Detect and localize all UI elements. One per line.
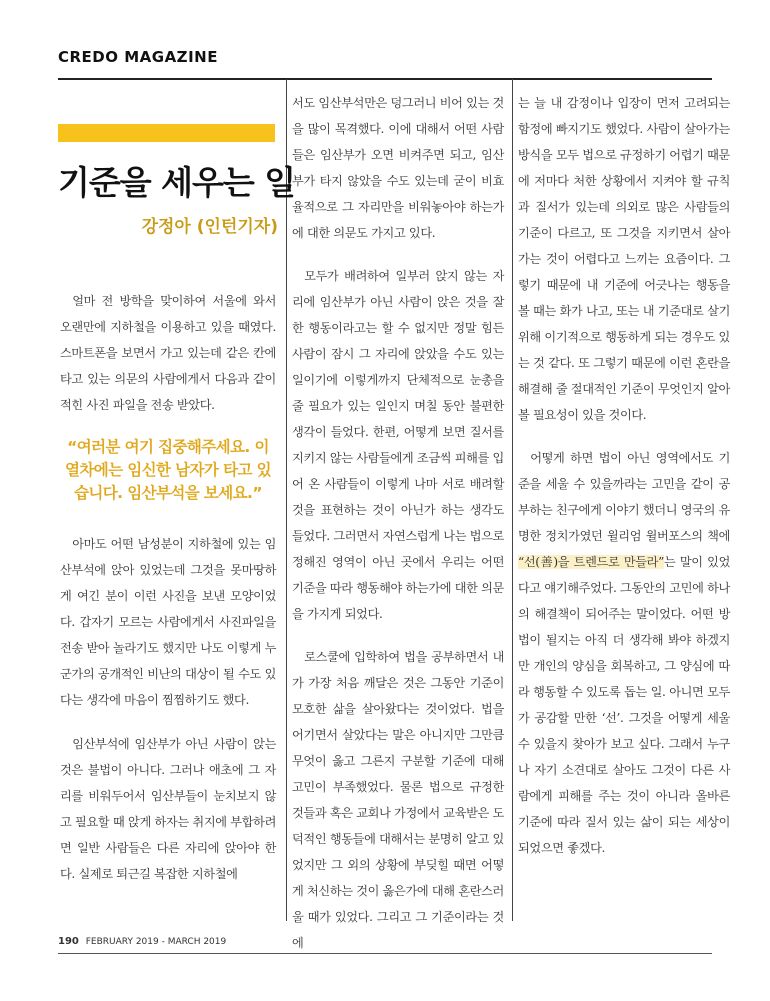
page-number: 190 <box>58 936 79 947</box>
paragraph: 임산부석에 임산부가 아닌 사람이 앉는 것은 불법이 아니다. 그러나 애초에 그 자리를 비워두어서 임산부들이 눈치보지 않고 필요할 때 앉게 하자는 취지에 부합하려면 일반 사람들은 다른 자리에 앉아야 한다. 실제로 퇴근길 복잡한 지하철에 <box>60 737 276 881</box>
article-column-1 <box>60 288 276 905</box>
paragraph: 모두가 배려하여 일부러 앉지 않는 자리에 임산부가 아닌 사람이 앉은 것을 잘한 행동이라고는 할 수 없지만 정말 힘든 사람이 잠시 그 자리에 앉았을 수도 있는 일이기에 이렇게까지 단체적으로 눈총을 줄 필요가 있는 일인지 며칠 동안 불편한 생각이 들었다. 한편, 어떻게 보면 질서를 지키지 않는 사람들에게 조금씩 피해를 입어 온 사람들이 이렇게 나마 서로 배려할 것을 표현하는 것이 아닌가 하는 생각도 들었다. 그러면서 자연스럽게 나는 법으로 정해진 영역이 아닌 곳에서 우리는 어떤 기준을 따라 행동해야 하는가에 대한 의문을 가지게 되었다. <box>292 269 504 621</box>
paragraph: 는 늘 내 감정이나 입장이 먼저 고려되는 함정에 빠지기도 했었다. 사람이 살아가는 방식을 모두 법으로 규정하기 어렵기 때문에 저마다 처한 상황에서 지켜야 할 규칙과 질서가 있는데 의외로 많은 사람들의 기준이 다르고, 또 그것을 지키면서 살아가는 것이 어렵다고 느끼는 요즘이다. 그렇기 때문에 내 기준에 어긋나는 행동을 볼 때는 화가 나고, 또는 내 기준대로 살기 위해 이기적으로 행동하게 되는 경우도 있는 것 같다. 또 그렇기 때문에 이런 혼란을 해결해 줄 절대적인 기준이 무엇인지 알아볼 필요성이 있을 것이다. <box>518 96 730 422</box>
article-title: 기준을 세우는 일 <box>58 163 296 202</box>
highlighted-quote: “선(善)을 트렌드로 만들라” <box>518 555 664 569</box>
paragraph <box>518 445 730 861</box>
page-footer <box>58 936 226 947</box>
article-column-2 <box>292 90 504 973</box>
paragraph: 로스쿨에 입학하여 법을 공부하면서 내가 가장 처음 깨달은 것은 그동안 기준이 모호한 삶을 살아왔다는 것이었다. 법을 어기면서 살았다는 말은 아니지만 그만큼 무엇이 옳고 그른지 구분할 기준에 대해 고민이 부족했었다. 물론 법으로 규정한 것들과 혹은 교회나 가정에서 교육받은 도덕적인 행동들에 대해서는 분명히 알고 있었지만 그 외의 상황에 부딪힐 때면 어떻게 처신하는 것이 옳은가에 대해 혼란스러울 때가 있었다. 그리고 그 기준이라는 것에 <box>292 650 504 950</box>
paragraph: 얼마 전 방학을 맞이하여 서울에 와서 오랜만에 지하철을 이용하고 있을 때였다. 스마트폰을 보면서 가고 있는데 같은 칸에 타고 있는 의문의 사람에게서 다음과 같이 적힌 사진 파일을 전송 받았다. <box>60 294 276 412</box>
paragraph-text: 어떻게 하면 법이 아닌 영역에서도 기준을 세울 수 있을까라는 고민을 같이 공부하는 친구에게 이야기 했더니 영국의 유명한 정치가였던 윌리엄 윌버포스의 책에 <box>518 451 730 543</box>
column-divider-1 <box>286 79 287 921</box>
paragraph: 서도 임산부석만은 덩그러니 비어 있는 것을 많이 목격했다. 이에 대해서 어떤 사람들은 임산부가 오면 비켜주면 되고, 임산부가 타지 않았을 수도 있는데 굳이 비효율적으로 그 자리만을 비워놓아야 하는가에 대한 의문도 가지고 있다. <box>292 96 504 240</box>
title-accent-bar <box>58 124 275 142</box>
footer-divider <box>58 953 712 954</box>
issue-date: FEBRUARY 2019 - MARCH 2019 <box>85 937 227 947</box>
article-column-3 <box>518 90 730 878</box>
header-divider <box>58 78 712 80</box>
pull-quote: “여러분 여기 집중해주세요. 이 열차에는 임신한 남자가 타고 있습니다. 임산부석을 보세요.” <box>64 438 272 502</box>
paragraph-text: 는 말이 있었다고 얘기해주었다. 그동안의 고민에 하나의 해결책이 되어주는 말이었다. 어떤 방법이 될지는 아직 더 생각해 봐야 하겠지만 개인의 양심을 회복하고, 그 양심에 따라 행동할 수 있도록 돕는 일. 아니면 모두가 공감할 만한 ‘선’. 그것을 어떻게 세울 수 있을지 찾아가 보고 싶다. 그래서 누구나 자기 소견대로 살아도 그것이 다른 사람에게 피해를 주는 것이 아니라 올바른 기준에 따라 질서 있는 삶이 되는 세상이 되었으면 좋겠다. <box>518 555 731 855</box>
paragraph: 아마도 어떤 남성분이 지하철에 있는 임산부석에 앉아 있었는데 그것을 못마땅하게 여긴 분이 이런 사진을 보낸 모양이었다. 갑자기 모르는 사람에게서 사진파일을 전송 받아 놀라기도 했지만 나도 이렇게 누군가의 공개적인 비난의 대상이 될 수도 있다는 생각에 마음이 찜찜하기도 했다. <box>60 537 276 707</box>
article-byline: 강정아 (인턴기자) <box>141 217 278 237</box>
magazine-brand: CREDO MAGAZINE <box>58 48 218 66</box>
column-divider-2 <box>512 79 513 921</box>
